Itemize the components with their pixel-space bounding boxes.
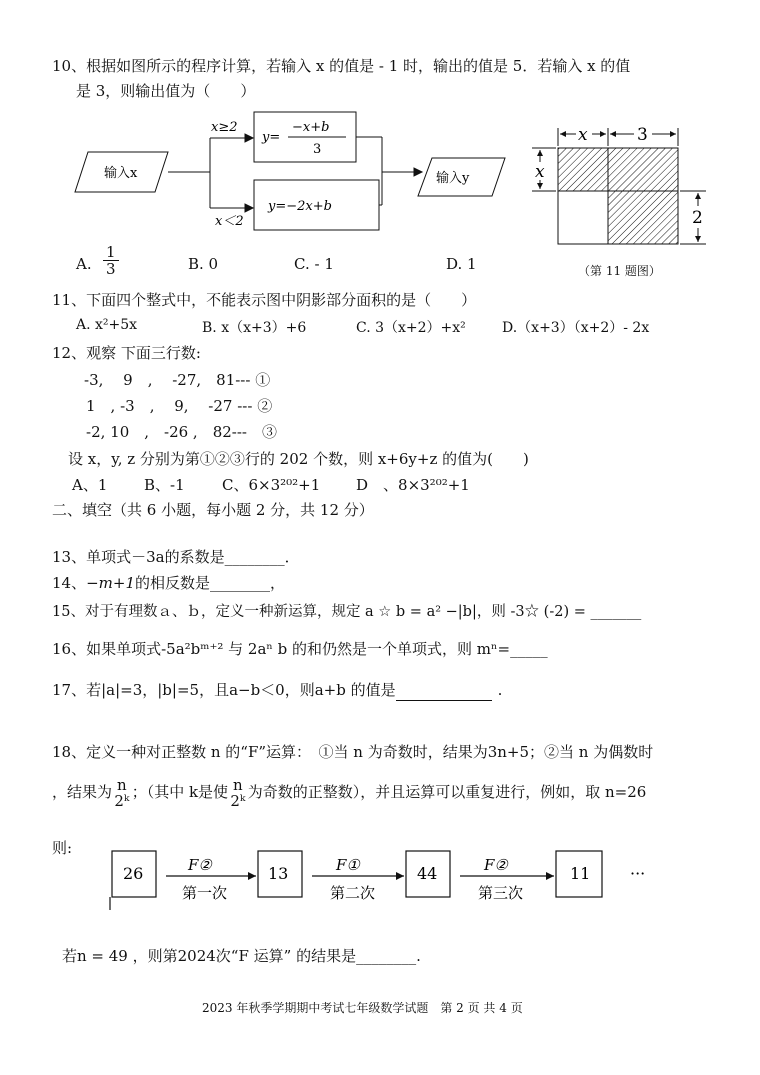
q18-frac1-num: n — [117, 776, 127, 794]
q10-line2: 是 3，则输出值为（ ） — [76, 82, 256, 100]
q11-option-d: D.（x+3）（x+2）- 2x — [502, 320, 650, 336]
flow-box-bottom-text: y=−2x+b — [268, 199, 332, 214]
q12-option-b: B、-1 — [144, 476, 185, 494]
fig11-label-top-x: x — [578, 125, 588, 145]
q12-row3: -2, 10 , -26 , 82--- ③ — [86, 423, 277, 441]
q14-expr: −m+1 — [86, 574, 135, 592]
flow-box-top-num: −x+b — [292, 120, 330, 135]
q18-value-2: 13 — [268, 864, 289, 883]
q12-option-c: C、6×3²⁰²+1 — [222, 476, 321, 494]
q18-step-1: 第一次 — [182, 884, 228, 902]
fig11-label-side-x: x — [535, 162, 545, 182]
q10-option-b: B. 0 — [188, 255, 219, 273]
flow-input-text: 输入x — [104, 166, 138, 181]
q11-option-a: A. x²+5x — [76, 317, 138, 333]
fig11-caption: （第 11 题图） — [578, 264, 661, 278]
q18-value-4: 11 — [570, 864, 591, 883]
q18-line2-mid: ；（其中 k是使 — [131, 783, 229, 801]
q11-stem: 11、下面四个整式中，不能表示图中阴影部分面积的是（ ） — [52, 291, 477, 309]
flow-box-top-lhs: y= — [262, 130, 281, 145]
q12-ask: 设 x，y, z 分别为第①②③行的 202 个数，则 x+6y+z 的值为( ) — [68, 450, 529, 468]
q18-frac2-num: n — [233, 776, 243, 794]
flow-cond-top: x≥2 — [211, 120, 238, 135]
q10-option-c: C. - 1 — [294, 255, 334, 273]
q16: 16、如果单项式-5a²bᵐ⁺² 与 2aⁿ b 的和仍然是一个单项式，则 mⁿ=_____ — [52, 640, 548, 658]
q10-line1: 10、根据如图所示的程序计算，若输入 x 的值是 - 1 时，输出的值是 5．若输入 x 的值 — [52, 57, 631, 75]
q18-value-1: 26 — [123, 864, 144, 883]
q15: 15、对于有理数ａ、ｂ，定义一种新运算，规定 a ☆ b = a² −|b|，则 -3☆ (-2) = _______ — [52, 604, 642, 620]
q17-text: 17、若|a|=3，|b|=5，且a−b＜0，则a+b 的值是 — [52, 681, 396, 699]
flow-output-text: 输入y — [436, 171, 470, 186]
section2-heading: 二、填空（共 6 小题，每小题 2 分，共 12 分） — [52, 501, 374, 519]
q11-option-c: C. 3（x+2）+x² — [356, 320, 466, 336]
q10-option-d: D. 1 — [446, 255, 477, 273]
q18-step-2: 第二次 — [330, 884, 376, 902]
q12-row1: -3, 9 , -27, 81--- ① — [84, 371, 271, 389]
q18-line2-post: 为奇数的正整数），并且运算可以重复进行，例如，取 n=26 — [247, 783, 647, 801]
q18-op-2: F① — [336, 856, 360, 874]
flow-box-top-den: 3 — [313, 142, 322, 157]
fig11-label-side-2: 2 — [692, 208, 703, 228]
q18-op-3: F② — [484, 856, 508, 874]
q10-option-a-den: 3 — [106, 260, 116, 278]
q12-option-d: D 、8×3²⁰²+1 — [356, 476, 470, 494]
fig11-label-top-3: 3 — [637, 125, 648, 145]
q12-option-a: A、1 — [72, 476, 108, 494]
q14-pre: 14、 — [52, 574, 87, 592]
q14-post: 的相反数是________， — [135, 574, 286, 592]
q18-line2-pre: ，结果为 — [52, 783, 113, 801]
flow-cond-bottom: x＜2 — [215, 214, 244, 229]
q10-option-a-label: A. — [76, 255, 92, 273]
q12-row2: 1 , -3 , 9, -27 --- ② — [86, 397, 273, 415]
q11-option-b: B. x（x+3）+6 — [202, 320, 307, 336]
q18-op-1: F② — [188, 856, 212, 874]
q10-option-a-num: 1 — [103, 244, 119, 261]
q18-line1: 18、定义一种对正整数 n 的“F”运算： ①当 n 为奇数时，结果为3n+5；②当 n 为偶数时 — [52, 743, 654, 761]
q18-step-3: 第三次 — [478, 884, 524, 902]
q18-value-3: 44 — [417, 864, 438, 883]
q13: 13、单项式－3a的系数是________． — [52, 548, 300, 566]
q18-ask: 若n = 49 ，则第2024次“F 运算” 的结果是________. — [62, 947, 421, 965]
q18-line3: 则: — [52, 839, 73, 857]
q18-frac2-den: 2ᵏ — [230, 792, 246, 810]
page-footer: 2023 年秋季学期期中考试七年级数学试题 第 2 页 共 4 页 — [202, 1001, 523, 1015]
q12-stem: 12、观察 下面三行数: — [52, 344, 201, 362]
q18-ellipsis: ··· — [630, 864, 646, 883]
q18-frac1-den: 2ᵏ — [114, 792, 130, 810]
q17-end: . — [497, 681, 503, 699]
